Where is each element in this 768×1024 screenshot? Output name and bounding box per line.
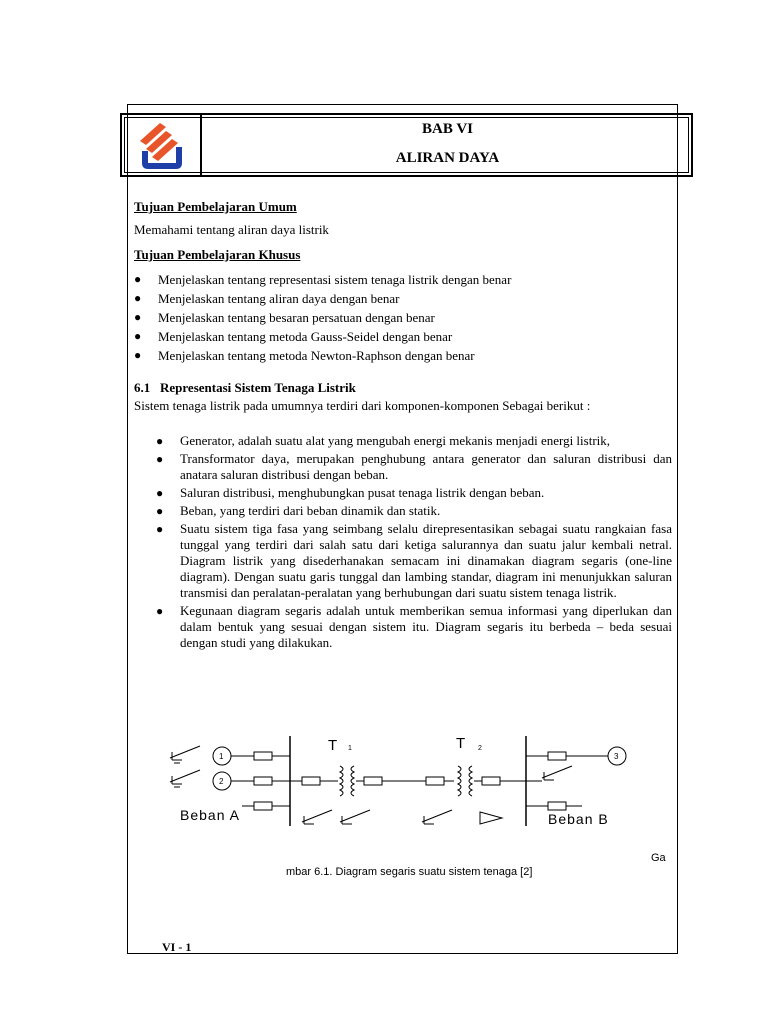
list-item: ● Suatu sistem tiga fasa yang seimbang selalu direpresentasikan sebagai suatu rangkaian fasa tunggal yang terdiri dari salah satu dari ketiga salurannya dan suatu jalur kembali netral. Diagram listrik yang disederhanakan semacam ini dinamakan diagram segaris (one-line diagram). Dengan suatu garis tunggal dan lambing standar, diagram ini menunjukkan saluran transmisi dan peralatan-peralatan yang berhubungan dari suatu sistem tenaga listrik. <box>156 521 672 600</box>
t1-subscript: 1 <box>348 745 352 752</box>
figure-caption: mbar 6.1. Diagram segaris suatu sistem tenaga [2] <box>286 866 533 878</box>
logo-cell <box>120 113 202 177</box>
specific-goal-heading: Tujuan Pembelajaran Khusus <box>134 247 301 262</box>
generator-2-label: 2 <box>219 777 224 786</box>
chapter-number: BAB VI <box>422 121 473 137</box>
bullet-icon: ● <box>134 310 142 324</box>
bullet-icon: ● <box>134 348 142 362</box>
list-item: ● Generator, adalah suatu alat yang mengubah energi mekanis menjadi energi listrik, <box>156 433 611 448</box>
t2-label: T <box>456 735 466 752</box>
load-a-label: Beban A <box>180 807 240 823</box>
section-intro: Sistem tenaga listrik pada umumnya terdiri dari komponen-komponen Sebagai berikut : <box>134 398 591 413</box>
transformer-t1-icon <box>340 766 354 796</box>
ground-icon <box>302 810 332 824</box>
t2-subscript: 2 <box>478 745 482 752</box>
list-item: ● Transformator daya, merupakan penghubung antara generator dan saluran distribusi dan anatara saluran distribusi dengan beban. <box>156 451 672 482</box>
generator-3-label: 3 <box>614 752 619 761</box>
bullet-icon: ● <box>156 486 164 500</box>
general-goal-text: Memahami tentang aliran daya listrik <box>134 222 329 237</box>
generator-1-label: 1 <box>219 752 224 761</box>
bullet-icon: ● <box>156 604 164 618</box>
bullet-icon: ● <box>134 272 142 286</box>
figure-caption-prefix: Ga <box>651 852 666 864</box>
bullet-icon: ● <box>156 452 164 466</box>
load-b-label: Beban B <box>548 811 609 827</box>
chapter-title: ALIRAN DAYA <box>395 150 500 166</box>
ground-icon <box>340 810 370 824</box>
transformer-t2-icon <box>458 766 472 796</box>
ground-icon <box>170 770 200 787</box>
ground-icon <box>170 746 200 763</box>
bullet-icon: ● <box>156 504 164 518</box>
section-title: Representasi Sistem Tenaga Listrik <box>160 380 356 395</box>
load-triangle-icon <box>480 812 502 824</box>
component-list <box>156 433 672 653</box>
bullet-icon: ● <box>156 522 164 536</box>
one-line-diagram <box>162 730 642 840</box>
bullet-icon: ● <box>134 291 142 305</box>
general-goal-heading: Tujuan Pembelajaran Umum <box>134 199 297 214</box>
bullet-icon: ● <box>134 329 142 343</box>
ground-icon <box>422 810 452 824</box>
section-heading <box>134 380 356 396</box>
t1-label: T <box>328 737 338 754</box>
bullet-icon: ● <box>156 434 164 448</box>
ground-icon <box>542 766 572 780</box>
list-item: ● Kegunaan diagram segaris adalah untuk memberikan semua informasi yang diperlukan dan dalam bentuk yang sesuai dengan sistem itu. Diagram segaris itu berbeda – beda sesuai dengan studi yang dilakukan. <box>156 603 672 650</box>
list-item: ● Beban, yang terdiri dari beban dinamik dan statik. <box>156 503 441 518</box>
list-item: ● Saluran distribusi, menghubungkan pusat tenaga listrik dengan beban. <box>156 485 545 500</box>
institution-logo-icon <box>136 119 188 171</box>
section-number: 6.1 <box>134 380 151 395</box>
page-number: VI - 1 <box>162 940 192 954</box>
